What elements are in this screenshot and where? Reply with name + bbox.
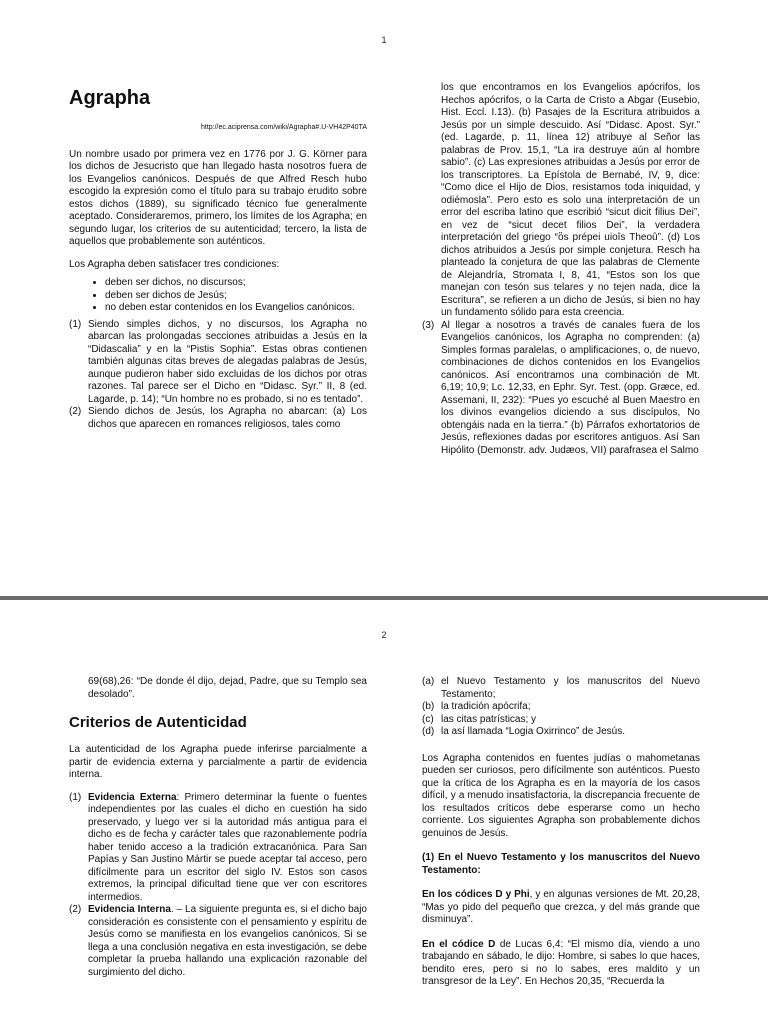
psalm-continuation: 69(68),26: “De donde él dijo, dejad, Padre, que su Templo sea desolado”. [88, 676, 367, 700]
document-page-2 [0, 600, 768, 1024]
item-text: el Nuevo Testamento y los manuscritos del Nuevo Testamento; [441, 676, 700, 700]
page-number: 2 [381, 630, 387, 640]
limit-item-3 [422, 320, 700, 458]
limits-list-cont [422, 320, 700, 458]
evidence-external [69, 792, 367, 905]
item-number: (d) [422, 726, 435, 737]
page-title: Agrapha [69, 87, 151, 109]
item-number: (b) [422, 701, 435, 712]
right-column [422, 82, 700, 457]
left-column [69, 676, 367, 979]
evidence-text: : Primero determinar la fuente o fuentes independientes por las cuales el dicho en cuestión ha sido preservado, y luego ver si la autoridad más antigua para el dicho es de fecha y carácter tales que razonablemente podría haber tenido acceso a la tradición extracanónica. Para San Papías y San Justino Mártir se puede aceptar tal acceso, pero difícilmente para un escritor del siglo IV. Estos son casos extremos, la principal dificultad tiene que ver con escritores intermedios. [88, 791, 367, 903]
evidence-list [69, 792, 367, 980]
item-number: (a) [422, 676, 435, 687]
condition-item: • deben ser dichos, no discursos; [105, 277, 367, 290]
item-text: las citas patrísticas; y [441, 713, 537, 725]
codex-text: de Lucas 6,4: “El mismo día, viendo a uno trabajando en sábado, le dijo: Hombre, si sabes lo que haces, bendito eres, pero si no lo sabes, eres maldito y un transgresor de la Ley”. En Hechos 20,35, “Recuerda la [422, 938, 700, 987]
evidence-label: Evidencia Externa [88, 791, 177, 803]
item-text: Siendo dichos de Jesús, los Agrapha no abarcan: (a) Los dichos que aparecen en romances religiosos, tales como [88, 406, 367, 430]
item-text: la así llamada “Logia Oxirrinco” de Jesús. [441, 726, 625, 737]
source-item [422, 701, 700, 714]
item-number: (3) [422, 319, 435, 331]
source-url: http://ec.aciprensa.com/wiki/Agrapha#.U-VH42P40TA [200, 124, 367, 131]
condition-item: • no deben estar contenidos en los Evangelios canónicos. [105, 302, 367, 315]
limits-list [69, 319, 367, 432]
nt-subheading: (1) En el Nuevo Testamento y los manuscritos del Nuevo Testamento: [422, 852, 700, 876]
codex-label: En los códices D y Phi [422, 889, 530, 900]
evidence-text: . – La siguiente pregunta es, si el dicho bajo consideración es consistente con el pensamiento y espíritu de Jesús como se manifiesta en los evangelios canónicos. Si se llega a una conclusión negativa en esta investigación, se debe completar la prueba hallando una explicación razonable del surgimiento del dicho. [88, 904, 367, 978]
item-text: Siendo simples dichos, y no discursos, los Agrapha no abarcan las prolongadas secciones atribuidas a Jesús en la “Didascalia” y en la “Pistis Sophia”. Estas obras contienen también algunas citas breves de alegadas palabras de Jesús, aunque pudieron haber sido excluidas de los dichos por otras razones. Tal parece ser el Dicho en “Didasc. Syr.” II, 8 (ed. Lagarde, p. 14); “Un hombre no es probado, si no es tentado”. [88, 318, 367, 405]
source-item [422, 726, 700, 739]
evidence-internal [69, 904, 367, 979]
limit-item-2 [69, 406, 367, 431]
limit-item-1 [69, 319, 367, 407]
criteria-intro: La autenticidad de los Agrapha puede inferirse parcialmente a partir de evidencia externa y parcialmente a partir de evidencia interna. [69, 744, 367, 780]
item-number: (c) [422, 713, 434, 725]
item-text: la tradición apócrifa; [441, 701, 531, 712]
condition-item: • deben ser dichos de Jesús; [105, 290, 367, 303]
sources-list [422, 676, 700, 739]
item-number: (1) [69, 791, 82, 803]
source-item [422, 676, 700, 701]
codex-d-paragraph [422, 939, 700, 989]
codex-label: En el códice D [422, 938, 496, 950]
section-heading: Criterios de Autenticidad [69, 714, 247, 731]
item-text: Al llegar a nosotros a través de canales fuera de los Evangelios canónicos, los Agrapha no comprenden: (a) Simples formas paralelas, o amplificaciones, o, de nuevo, combinaciones de dichos contenidos en los Evangelios canónicos. Así encontramos una combinación de Mt. 6,19; 10,9; Lc. 12,33, en Ephr. Syr. Test. (opp. Græce, ed. Assemani, II, 232): “Pues yo escuché al Buen Maestro en los divinos evangelios diciendo a sus discípulos, No obtengáis nada en la tierra.” (b) Párrafos exhortatorios de Jesús, reflexiones dadas por escritores antiguos. Así San Hipólito (Demonstr. adv. Judæos, VII) parafrasea el Salmo [441, 319, 700, 456]
conditions-intro: Los Agrapha deben satisfacer tres condiciones: [69, 258, 280, 270]
jewish-sources-paragraph: Los Agrapha contenidos en fuentes judías o mahometanas pueden ser curiosos, pero difícilmente son auténticos. Puesto que la crítica de los Agrapha es en la mayoría de los casos difícil, y a menudo insatisfactoria, la discrepancia frecuente de los resultados críticos debe esperarse como un hecho corriente. Los siguientes Agrapha son probablemente dichos genuinos de Jesús. [422, 752, 700, 839]
page-number: 1 [381, 35, 387, 45]
codex-d-phi-paragraph [422, 889, 700, 927]
evidence-label: Evidencia Interna [88, 904, 171, 915]
item-number: (2) [69, 406, 82, 417]
item-number: (1) [69, 318, 82, 330]
source-item [422, 714, 700, 727]
left-column [69, 86, 367, 431]
codex-text: , y en algunas versiones de Mt. 20,28, “Mas yo pido del pequeño que crezca, y del más grande que disminuya”. [422, 889, 700, 925]
item-number: (2) [69, 904, 82, 915]
item2-continuation: los que encontramos en los Evangelios apócrifos, los Hechos apócrifos, o la Carta de Cristo a Abgar (Eusebio, Hist. Eccl. I.13). (b) Pasajes de la Escritura atribuidos a Jesús por un simple descuido. Así “Didasc. Apost. Syr.” (ed. Lagarde, p. 11, línea 12) atribuye al Señor las palabras de Prov. 15,1, “La ira destruye aún al hombre sabio”. (c) Las expresiones atribuidas a Jesús por error de los transcriptores. La Epístola de Bernabé, IV, 9, dice: “Como dice el Hijo de Dios, resistamos toda iniquidad, y odiémosla”. Pero esto es solo una interpretación de un error del escriba latino que escribió “sicut dicit filius Dei”, en vez de “sicut decet filios Dei”, la verdadera interpretación del griego “ὃs prépei uioîs Theoû”. (d) Los dichos atribuidos a Jesús por simple conjetura. Resch ha planteado la conjetura de que las palabras de Clemente de Alejandría, Stromata I, 8, 41, “Estos son los que manejan con tesón sus telares y no tejen nada, dice la Escritura”, se refieren a un dicho de Jesús, si bien no hay un fundamento sólido para esta creencia. [441, 82, 700, 318]
intro-paragraph: Un nombre usado por primera vez en 1776 por J. G. Körner para los dichos de Jesucristo que han llegado hasta nosotros fuera de los Evangelios canónicos. Después de que Alfred Resch hubo escogido la expresión como el título para su trabajo erudito sobre estos dichos (1889), su significado técnico fue generalmente aceptado. Consideraremos, primero, los límites de los Agrapha; en segundo lugar, los criterios de su autenticidad; tercero, la lista de aquellos que probablemente son auténticos. [69, 148, 367, 247]
conditions-list [69, 277, 367, 315]
right-column [422, 676, 700, 989]
